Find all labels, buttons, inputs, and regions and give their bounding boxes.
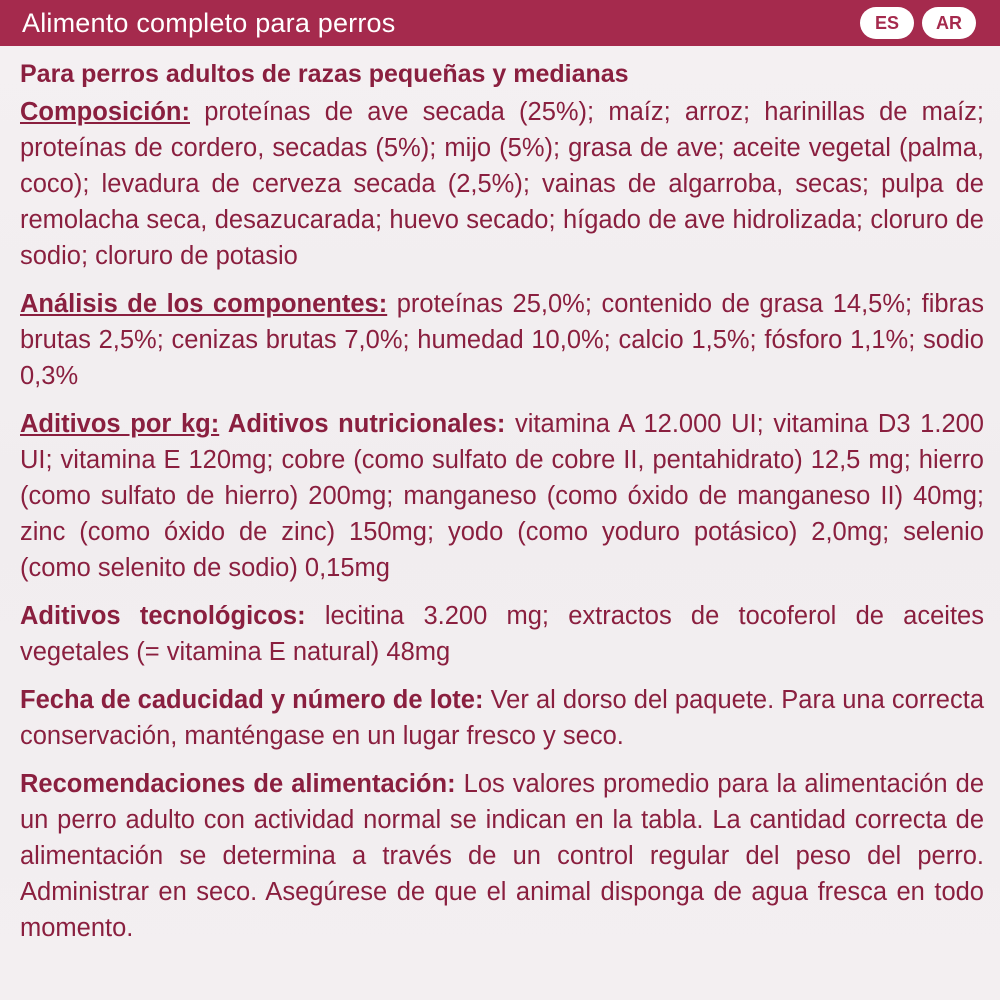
expiry-section [20, 682, 984, 754]
expiry-label: Fecha de caducidad y número de lote: [20, 686, 484, 714]
analysis-label: Análisis de los componentes: [20, 290, 388, 318]
composition-section [20, 94, 984, 274]
additives-text: vitamina A 12.000 UI; vitamina D3 1.200 UI; vitamina E 120mg; cobre (como sulfato de cobre II, pentahidrato) 12,5 mg; hierro (como sulfato de hierro) 200mg; manganeso (como óxido de manganeso II) 40mg; zinc (como óxido de zinc) 150mg; yodo (como yoduro potásico) 2,0mg; selenio (como selenito de sodio) 0,15mg [20, 410, 984, 582]
product-subtitle: Para perros adultos de razas pequeñas y medianas [20, 60, 629, 88]
tech-additives-label: Aditivos tecnológicos: [20, 602, 306, 630]
additives-label: Aditivos por kg: [20, 410, 220, 438]
composition-label: Composición: [20, 98, 190, 126]
expiry-text: Ver al dorso del paquete. Para una correcta conservación, manténgase en un lugar fresco y seco. [20, 686, 985, 750]
analysis-section [20, 286, 984, 394]
feeding-label: Recomendaciones de alimentación: [20, 770, 456, 798]
analysis-text: proteínas 25,0%; contenido de grasa 14,5%; fibras brutas 2,5%; cenizas brutas 7,0%; humedad 10,0%; calcio 1,5%; fósforo 1,1%; sodio 0,3% [20, 290, 984, 390]
product-title: Alimento completo para perros [22, 7, 396, 38]
composition-text: proteínas de ave secada (25%); maíz; arroz; harinillas de maíz; proteínas de cordero, secadas (5%); mijo (5%); grasa de ave; aceite vegetal (palma, coco); levadura de cerveza secada (2,5%); vainas de algarroba, secas; pulpa de remolacha seca, desazucarada; huevo secado; hígado de ave hidrolizada; cloruro de sodio; cloruro de potasio [20, 98, 984, 270]
feeding-text: Los valores promedio para la alimentación de un perro adulto con actividad normal se indican en la tabla. La cantidad correcta de alimentación se determina a través de un control regular del peso del perro. Administrar en seco. Asegúrese de que el animal disponga de agua fresca en todo momento. [20, 770, 985, 942]
header-bar [0, 0, 1000, 46]
nutritional-additives-label: Aditivos nutricionales: [219, 410, 506, 438]
feeding-section [20, 766, 984, 946]
tech-additives-section [20, 598, 984, 670]
language-badge-es: ES [860, 7, 914, 39]
tech-additives-text: lecitina 3.200 mg; extractos de tocoferol de aceites vegetales (= vitamina E natural) 48mg [20, 602, 984, 666]
label-content [20, 56, 984, 956]
language-badges [860, 7, 1000, 39]
additives-section [20, 406, 984, 586]
language-badge-ar: AR [922, 7, 976, 39]
